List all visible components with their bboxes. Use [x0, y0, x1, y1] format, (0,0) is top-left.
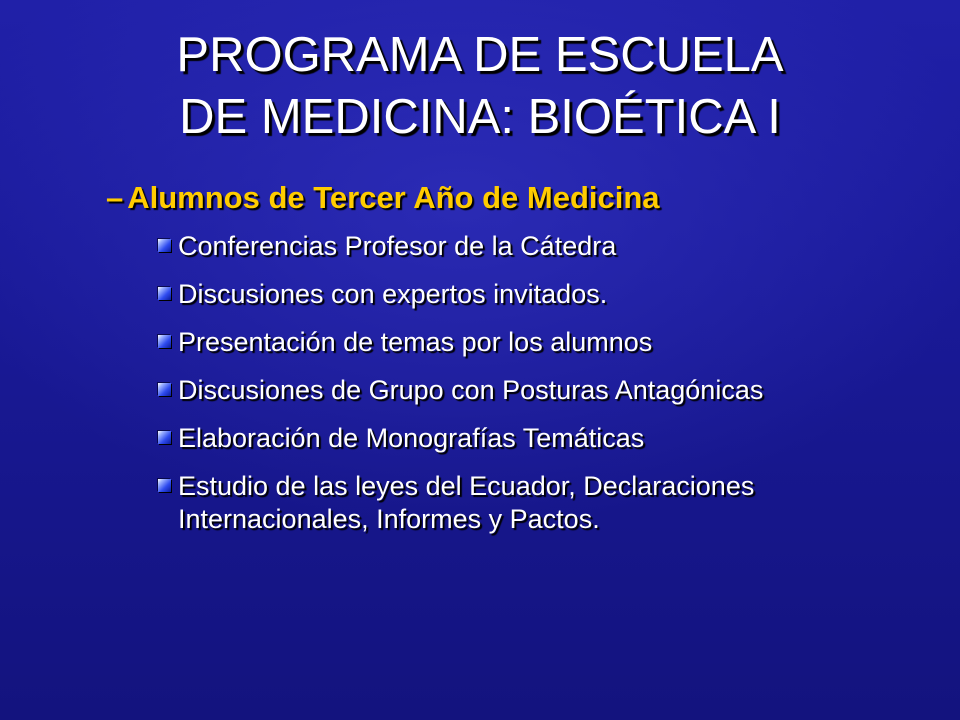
square-bullet-icon	[158, 287, 171, 300]
square-bullet-icon	[158, 239, 171, 252]
bullet-list	[152, 230, 852, 551]
slide-title	[0, 24, 960, 148]
list-item-text: Conferencias Profesor de la Cátedra	[178, 231, 617, 261]
square-bullet-icon	[158, 335, 171, 348]
list-item-text: Estudio de las leyes del Ecuador, Declaraciones Internacionales, Informes y Pactos.	[178, 471, 755, 534]
slide-title-line-2: DE MEDICINA: BIOÉTICA I	[179, 90, 781, 144]
list-item	[152, 326, 852, 359]
slide-title-line-1: PROGRAMA DE ESCUELA	[176, 28, 784, 82]
list-item-text: Discusiones con expertos invitados.	[178, 279, 608, 309]
square-bullet-icon	[158, 479, 171, 492]
subheading	[106, 176, 660, 220]
list-item	[152, 374, 852, 407]
list-item	[152, 278, 852, 311]
list-item-text: Elaboración de Monografías Temáticas	[178, 423, 645, 453]
list-item	[152, 230, 852, 263]
dash-marker: –	[106, 180, 124, 215]
list-item	[152, 422, 852, 455]
list-item	[152, 470, 852, 536]
square-bullet-icon	[158, 383, 171, 396]
list-item-text: Presentación de temas por los alumnos	[178, 327, 653, 357]
square-bullet-icon	[158, 431, 171, 444]
list-item-text: Discusiones de Grupo con Posturas Antagónicas	[178, 375, 764, 405]
subheading-text: Alumnos de Tercer Año de Medicina	[127, 180, 660, 215]
